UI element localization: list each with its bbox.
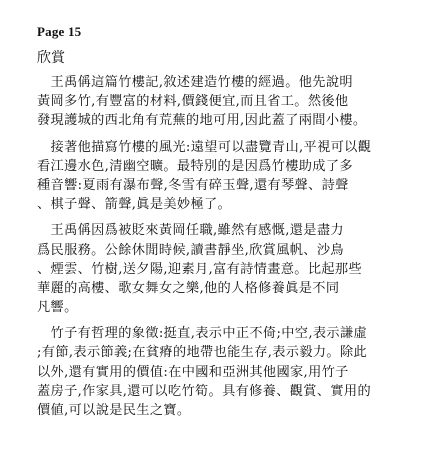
text-line: 種音響:夏雨有瀑布聲,冬雪有碎玉聲,還有琴聲、詩聲	[37, 177, 349, 193]
text-line: ;有節,表示節義;在貧瘠的地帶也能生存,表示毅力。除此	[37, 345, 368, 361]
text-line: 蓋房子,作家具,還可以吃竹筍。具有修養、觀賞、實用的	[37, 383, 371, 399]
text-line: 價値,可以說是民生之寶。	[37, 403, 191, 418]
text-line: 凡響。	[37, 300, 78, 316]
document-body	[37, 73, 397, 420]
text-line: 王禹偁這篇竹樓記,敘述建造竹樓的經過。他先說明	[37, 75, 353, 90]
text-line: 、棋子聲、箭聲,眞是美妙極了。	[37, 197, 232, 213]
paragraph-character	[37, 221, 397, 317]
paragraph-construction	[37, 73, 397, 131]
text-line: 王禹偁因爲被貶來黃岡任職,雖然有感慨,還是盡力	[37, 223, 344, 239]
text-line: 接著他描寫竹樓的風光:遠望可以盡覽青山,平視可以觀	[37, 139, 372, 155]
text-line: 爲民服務。公餘休閒時候,讀書靜坐,欣賞風帆、沙鳥	[37, 242, 344, 258]
paragraph-scenery	[37, 138, 397, 215]
section-heading: 欣賞	[37, 50, 65, 66]
paragraph-bamboo-symbolism	[37, 324, 397, 420]
text-line: 黃岡多竹,有豐富的材料,價錢便宜,而且省工。然後他	[37, 94, 349, 110]
text-line: 發現護城的西北角有荒蕪的地可用,因此蓋了兩間小樓。	[37, 113, 367, 129]
text-line: 以外,還有實用的價值:在中國和亞洲其他國家,用竹子	[37, 364, 349, 380]
text-line: 竹子有哲理的象徵:挺直,表示中正不倚;中空,表示謙虛	[37, 326, 368, 342]
page-number: Page 15	[37, 24, 82, 39]
text-line: 看江邊水色,清幽空曠。最特別的是因爲竹樓助成了多	[37, 158, 353, 174]
text-line: 、煙雲、竹樹,送夕陽,迎素月,富有詩情畫意。比起那些	[37, 261, 362, 277]
text-line: 華麗的高樓、歌女舞女之樂,他的人格修養眞是不同	[37, 280, 340, 296]
